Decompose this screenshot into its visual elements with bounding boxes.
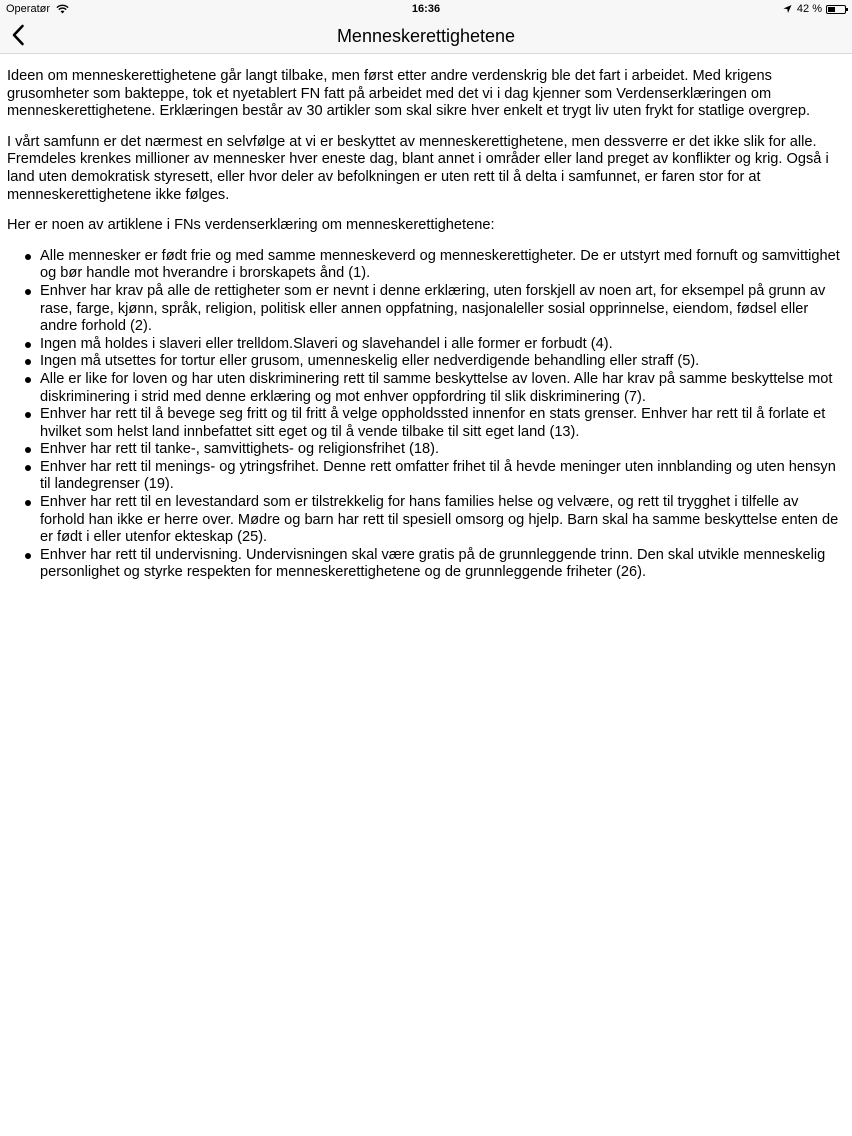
- battery-icon: [826, 5, 846, 14]
- list-item-text: Ingen må holdes i slaveri eller trelldom.Slaveri og slavehandel i alle former er forbudt (4).: [40, 335, 613, 352]
- bullet-icon: [25, 254, 31, 260]
- page-title: Menneskerettighetene: [336, 26, 516, 46]
- battery-fill: [828, 7, 835, 12]
- list-item-text: Alle mennesker er født frie og med samme menneskeverd og menneskerettigheter. De er utstyrt med fornuft og samvittighet og bør handle mot hverandre i brorskapets ånd (1).: [40, 247, 840, 282]
- list-item: [7, 459, 843, 494]
- intro-paragraph: Ideen om menneskerettighetene går langt tilbake, men først etter andre verdenskrig ble det fart i arbeidet. Med krigens grusomheter som bakteppe, tok et nyetablert FN fatt på arbeidet med det vi i dag kjenner som Verdenserklæringen om menneskerettighetene. Erklæringen består av 30 artikler som skal sikre hver enkelt et trygt liv uten frykt for statlige overgrep.: [7, 68, 811, 120]
- list-item: [7, 547, 843, 582]
- bullet-icon: [25, 342, 31, 348]
- status-bar: [0, 0, 852, 18]
- status-time: 16:36: [411, 3, 441, 15]
- list-item-text: Enhver har rett til å bevege seg fritt og til fritt å velge oppholdssted innenfor en stats grenser. Enhver har rett til å forlate et hvilket som helst land innbefattet sitt eget og til å vende tilbake til sitt eget land (13).: [40, 406, 826, 440]
- article-content: [7, 68, 843, 582]
- list-item: [7, 353, 843, 371]
- context-paragraph: I vårt samfunn er det nærmest en selvfølge at vi er beskyttet av menneskerettighetene, men dessverre er det ikke slik for alle. Fremdeles krenkes millioner av mennesker hver eneste dag, blant annet i områder eller land preget av konflikter og krig. Også i land uten demokratisk styresett, eller hvor deler av befolkningen er uten rett til å delta i samfunnet, er faren stor for at menneskerettighetene ikke følges.: [7, 133, 829, 203]
- bullet-icon: [25, 359, 31, 365]
- list-item: [7, 406, 843, 441]
- status-right: [783, 0, 846, 18]
- list-item-text: Alle er like for loven og har uten diskriminering rett til samme beskyttelse av loven. Alle har krav på samme beskyttelse mot diskriminering i strid med denne erklæring og mot enhver oppfordring til slik diskriminering (7).: [40, 370, 833, 405]
- list-item: [7, 371, 843, 406]
- navigation-bar: [0, 18, 852, 54]
- list-item: [7, 248, 843, 283]
- list-item: [7, 283, 843, 336]
- articles-list: [7, 248, 843, 582]
- list-item: [7, 336, 843, 354]
- location-arrow-icon: [783, 4, 792, 14]
- bullet-icon: [25, 553, 31, 559]
- list-item: [7, 494, 843, 547]
- list-item-text: Enhver har rett til undervisning. Undervisningen skal være gratis på de grunnleggende trinn. Den skal utvikle menneskelig personlighet og styrke respekten for menneskerettighetene og de grunnleggende friheter (26).: [40, 546, 826, 581]
- bullet-icon: [25, 377, 31, 383]
- bullet-icon: [25, 289, 31, 295]
- list-intro-paragraph: Her er noen av artiklene i FNs verdenserklæring om menneskerettighetene:: [7, 217, 495, 234]
- list-item-text: Enhver har krav på alle de rettigheter som er nevnt i denne erklæring, uten forskjell av noen art, for eksempel på grunn av rase, farge, kjønn, språk, religion, politisk eller annen oppfatning, nasjonaleller sosial opprinnelse, eiendom, fødsel eller andre forhold (2).: [40, 282, 826, 335]
- list-item-text: Enhver har rett til tanke-, samvittighets- og religionsfrihet (18).: [40, 441, 440, 458]
- bullet-icon: [25, 412, 31, 418]
- list-item-text: Ingen må utsettes for tortur eller grusom, umenneskelig eller nedverdigende behandling eller straff (5).: [40, 353, 700, 370]
- bullet-icon: [25, 465, 31, 471]
- carrier-label: Operatør: [6, 3, 51, 15]
- list-item-text: Enhver har rett til menings- og ytringsfrihet. Denne rett omfatter frihet til å hevde meninger uten innblanding og uten hensyn til landegrenser (19).: [40, 458, 836, 493]
- bullet-icon: [25, 500, 31, 506]
- list-item-text: Enhver har rett til en levestandard som er tilstrekkelig for hans families helse og velvære, og rett til trygghet i tilfelle av forhold han ikke er herre over. Mødre og barn har rett til spesiell omsorg og hjelp. Barn skal ha samme beskyttelse enten de er født i eller utenfor ekteskap (25).: [40, 494, 839, 546]
- bullet-icon: [25, 447, 31, 453]
- battery-nub: [846, 8, 848, 11]
- list-item: [7, 441, 843, 459]
- battery-percent: 42 %: [796, 3, 822, 15]
